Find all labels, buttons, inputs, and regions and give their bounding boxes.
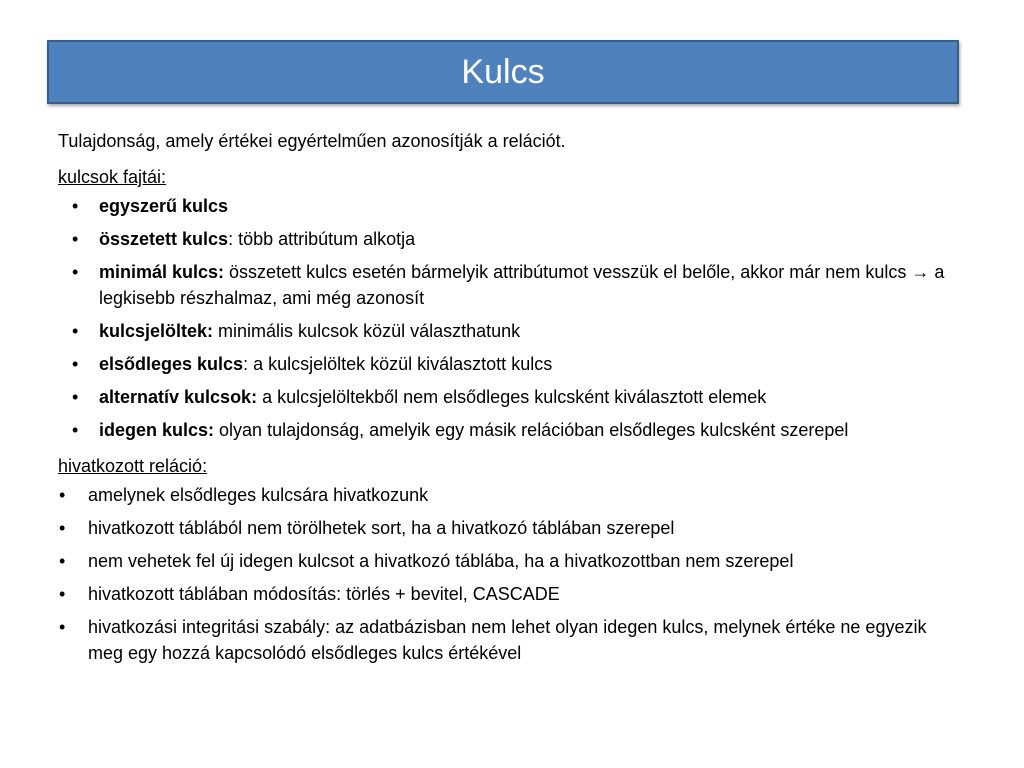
title-bar [47, 40, 959, 104]
slide-content [58, 128, 963, 673]
intro-text: Tulajdonság, amely értékei egyértelműen azonosítják a relációt. [58, 131, 566, 151]
key-types-list [58, 193, 963, 443]
key-description: összetett kulcs esetén bármelyik attribútumot vesszük el belőle, akkor már nem kulcs → a legkisebb részhalmaz, ami még azonosít [99, 262, 945, 308]
list-item [58, 351, 963, 377]
key-description: : több attribútum alkotja [228, 229, 416, 249]
list-item-text: hivatkozási integritási szabály: az adatbázisban nem lehet olyan idegen kulcs, melynek értéke ne egyezik meg egy hozzá kapcsolódó elsődleges kulcs értékével [88, 617, 927, 663]
key-description: olyan tulajdonság, amelyik egy másik relációban elsődleges kulcsként szerepel [214, 420, 849, 440]
bullet-icon: • [59, 551, 66, 571]
referenced-relation-list [58, 482, 963, 666]
bullet-icon: • [72, 420, 79, 440]
key-description: minimális kulcsok közül választhatunk [213, 321, 521, 341]
list-item [58, 581, 963, 607]
bullet-icon: • [72, 229, 79, 249]
list-item [58, 259, 963, 311]
bullet-icon: • [72, 387, 79, 407]
list-item [58, 515, 963, 541]
list-item [58, 384, 963, 410]
list-item [58, 548, 963, 574]
list-item [58, 193, 963, 219]
bullet-icon: • [72, 354, 79, 374]
list-item [58, 226, 963, 252]
list-item [58, 318, 963, 344]
bullet-icon: • [59, 617, 66, 637]
list-item [58, 417, 963, 443]
bullet-icon: • [72, 321, 79, 341]
bullet-icon: • [59, 518, 66, 538]
bullet-icon: • [59, 485, 66, 505]
key-term: minimál kulcs: [99, 262, 225, 282]
key-description: : a kulcsjelöltek közül kiválasztott kulcs [243, 354, 553, 374]
key-term: kulcsjelöltek: [99, 321, 214, 341]
bullet-icon: • [72, 196, 79, 216]
list-item-text: hivatkozott táblából nem törölhetek sort, ha a hivatkozó táblában szerepel [88, 518, 675, 538]
slide-title: Kulcs [461, 53, 545, 91]
bullet-icon: • [59, 584, 66, 604]
key-term: elsődleges kulcs [99, 354, 244, 374]
list-item-text: nem vehetek fel új idegen kulcsot a hivatkozó táblába, ha a hivatkozottban nem szerepel [88, 551, 794, 571]
key-description: a kulcsjelöltekből nem elsődleges kulcsként kiválasztott elemek [257, 387, 767, 407]
list-item-text: amelynek elsődleges kulcsára hivatkozunk [88, 485, 429, 505]
section-heading-referenced-relation: hivatkozott reláció: [58, 456, 208, 476]
key-term: idegen kulcs: [99, 420, 215, 440]
section-heading-key-types: kulcsok fajtái: [58, 167, 167, 187]
bullet-icon: • [72, 262, 79, 282]
key-term: egyszerű kulcs [99, 196, 229, 216]
key-term: összetett kulcs [99, 229, 229, 249]
list-item-text: hivatkozott táblában módosítás: törlés + bevitel, CASCADE [88, 584, 560, 604]
list-item [58, 482, 963, 508]
key-term: alternatív kulcsok: [99, 387, 258, 407]
list-item [58, 614, 963, 666]
